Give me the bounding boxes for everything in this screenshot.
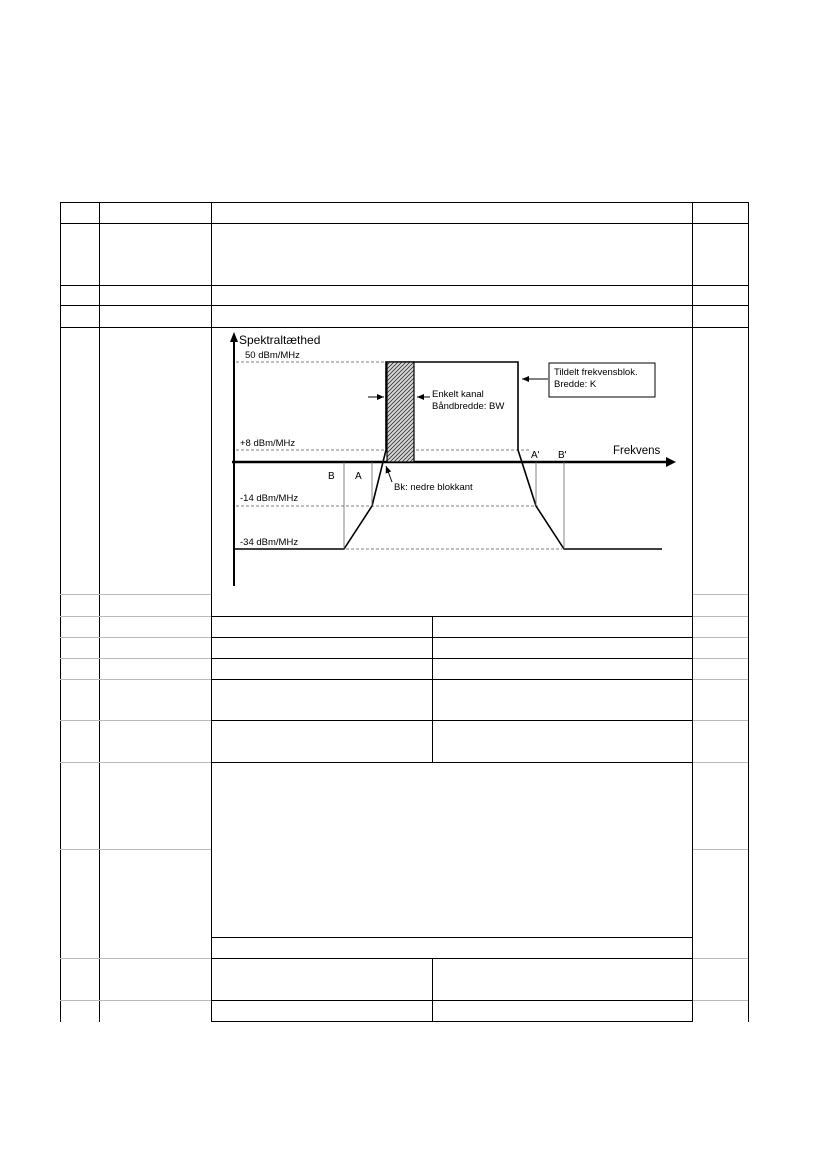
- inner-row-line: [212, 1021, 692, 1022]
- table-row-line-faint: [60, 1000, 211, 1001]
- inner-row-line: [212, 720, 692, 721]
- spectrum-mask-diagram: [212, 328, 692, 594]
- block-label-2: Bredde: K: [554, 379, 597, 390]
- table-row-line-faint: [693, 594, 748, 595]
- table-border-right: [748, 202, 749, 1022]
- table-row-line-faint: [693, 720, 748, 721]
- table-row-line-faint: [693, 658, 748, 659]
- table-row-line-faint: [60, 637, 211, 638]
- table-row-line-faint: [693, 762, 748, 763]
- table-row-line-faint: [60, 762, 211, 763]
- table-row-line-faint: [60, 658, 211, 659]
- table-border-left: [60, 202, 61, 1022]
- table-row-line-faint: [60, 679, 211, 680]
- inner-row-line: [212, 616, 692, 617]
- inner-col-sep: [432, 958, 433, 1021]
- level-plus8-label: +8 dBm/MHz: [240, 438, 296, 449]
- level-50-label: 50 dBm/MHz: [245, 350, 300, 361]
- table-row-line: [60, 223, 749, 224]
- marker-b-label: B: [328, 471, 335, 482]
- table-col-sep-2: [211, 202, 212, 1022]
- block-label-1: Tildelt frekvensblok.: [554, 367, 638, 378]
- table-row-line-faint: [693, 616, 748, 617]
- inner-row-line: [212, 679, 692, 680]
- x-axis-label: Frekvens: [613, 445, 661, 457]
- table-row-line-faint: [693, 958, 748, 959]
- table-row-line-faint: [60, 720, 211, 721]
- inner-row-line: [212, 637, 692, 638]
- single-channel-label-2: Båndbredde: BW: [432, 401, 505, 412]
- table-row-line-faint: [60, 958, 211, 959]
- lower-edge-label: Bk: nedre blokkant: [394, 482, 473, 493]
- marker-a-label: A: [355, 471, 362, 482]
- single-channel-label-1: Enkelt kanal: [432, 389, 484, 400]
- single-channel-block: [387, 362, 414, 462]
- inner-row-line: [212, 658, 692, 659]
- level-minus34-label: -34 dBm/MHz: [240, 537, 299, 548]
- table-row-line-faint: [693, 849, 748, 850]
- lower-edge-arrow: [386, 466, 392, 482]
- table-row-line-faint: [60, 849, 211, 850]
- inner-col-sep: [432, 616, 433, 762]
- table-row-line-faint: [693, 1000, 748, 1001]
- table-row-line-faint: [693, 637, 748, 638]
- table-col-sep-1: [99, 202, 100, 1022]
- table-col-sep-3: [692, 202, 693, 1022]
- y-axis-label: Spektraltæthed: [239, 333, 321, 347]
- level-minus14-label: -14 dBm/MHz: [240, 493, 299, 504]
- inner-row-line: [212, 762, 692, 763]
- inner-row-line: [212, 937, 692, 938]
- table-row-line-faint: [693, 679, 748, 680]
- table-row-line: [60, 285, 749, 286]
- x-axis-arrow: [666, 457, 676, 467]
- inner-row-line: [212, 958, 692, 959]
- table-row-line-faint: [60, 594, 211, 595]
- marker-b-prime-label: B': [558, 450, 567, 461]
- inner-row-line: [212, 1000, 692, 1001]
- y-axis-arrow: [230, 332, 238, 342]
- table-row-line: [60, 202, 749, 203]
- marker-a-prime-label: A': [531, 450, 540, 461]
- table-row-line-faint: [60, 616, 211, 617]
- table-row-line: [60, 305, 749, 306]
